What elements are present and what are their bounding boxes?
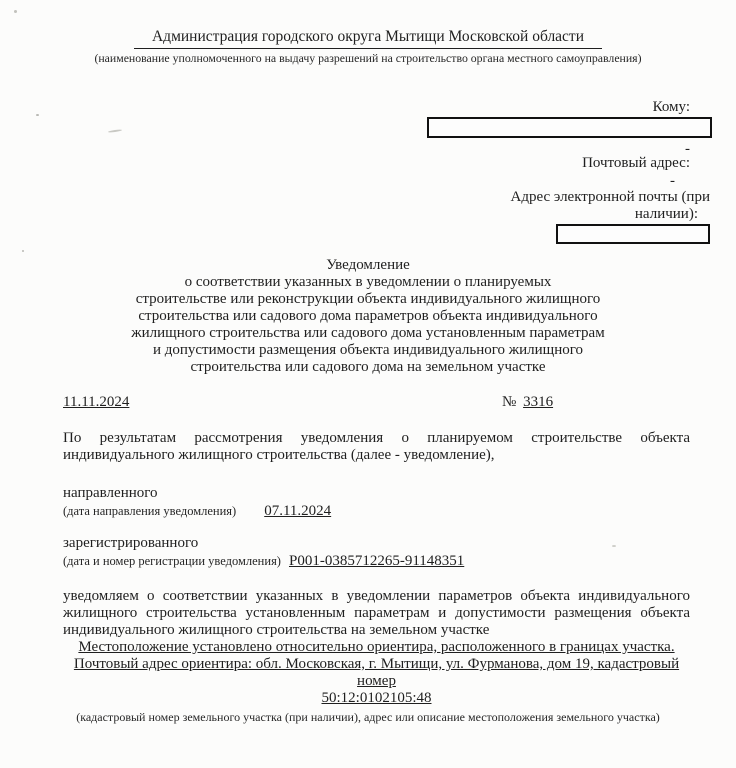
- scan-speck: [108, 129, 122, 133]
- date-number-row: [63, 394, 690, 412]
- cadastral-number: [63, 690, 690, 707]
- document-number-value: 3316: [523, 394, 554, 410]
- scan-speck: [36, 114, 39, 116]
- notice-title-line: Уведомление: [326, 257, 410, 273]
- notice-title: [0, 257, 736, 376]
- recipient-dash-placeholder-1: -: [685, 141, 690, 157]
- sent-date-row: [63, 503, 690, 520]
- sent-label: направленного: [63, 485, 158, 501]
- paragraph-line: По результатам рассмотрения уведомления о планируемом строительстве объекта: [63, 430, 690, 446]
- email-redacted-box: [556, 224, 710, 244]
- recipient-dash-placeholder-2: -: [670, 173, 675, 189]
- footer-caption: (кадастровый номер земельного участка (при наличии), адрес или описание местоположения земельного участка): [76, 710, 660, 724]
- notice-title-line: строительстве или реконструкции объекта индивидуального жилищного: [135, 291, 601, 307]
- registration-number-value: P001-0385712265-91148351: [288, 553, 465, 569]
- paragraph-compliance: [63, 588, 690, 639]
- notice-title-line: жилищного строительства или садового дома установленным параметрам: [131, 325, 605, 341]
- sent-date-value: 07.11.2024: [264, 503, 332, 519]
- number-sign: №: [502, 394, 517, 410]
- registered-label: зарегистрированного: [63, 535, 199, 551]
- cadastral-number-value: 50:12:0102105:48: [321, 690, 432, 706]
- paragraph-review-result: [63, 430, 690, 464]
- paragraph-line: уведомляем о соответствии указанных в уведомлении параметров объекта индивидуального: [63, 588, 690, 604]
- paragraph-line: индивидуального жилищного строительства на земельном участке: [63, 622, 490, 638]
- email-label-line1: Адрес электронной почты (при: [510, 189, 710, 205]
- scan-speck: [22, 250, 24, 252]
- registration-caption: (дата и номер регистрации уведомления): [63, 554, 281, 568]
- recipient-name-redacted-box: [427, 117, 712, 138]
- location-line: [63, 656, 690, 673]
- notice-title-line: и допустимости размещения объекта индивидуального жилищного: [152, 342, 584, 358]
- registration-row: [63, 553, 690, 570]
- location-text: номер: [357, 673, 396, 689]
- notice-title-line: строительства или садового дома на земельном участке: [190, 359, 546, 375]
- notice-title-line: строительства или садового дома параметров объекта индивидуального: [138, 308, 598, 324]
- location-text: Почтовый адрес ориентира: обл. Московская, г. Мытищи, ул. Фурманова, дом 19, кадастровый: [73, 656, 680, 672]
- postal-address-label: Почтовый адрес:: [582, 155, 690, 171]
- notice-title-line: о соответствии указанных в уведомлении о планируемых: [184, 274, 552, 290]
- location-line: [63, 639, 690, 656]
- email-label-line2: наличии):: [634, 206, 698, 222]
- org-name-caption: (наименование уполномоченного на выдачу разрешений на строительство органа местного самоуправления): [94, 51, 642, 65]
- org-name-title: [0, 28, 736, 49]
- paragraph-line: жилищного строительства установленным параметрам и допустимости размещения объекта: [63, 605, 690, 621]
- location-line: [63, 673, 690, 690]
- paragraph-line: индивидуального жилищного строительства (далее - уведомление),: [63, 447, 495, 463]
- org-name-text: Администрация городского округа Мытищи Московской области: [134, 28, 602, 49]
- document-date: 11.11.2024: [63, 394, 130, 410]
- sent-date-caption: (дата направления уведомления): [63, 504, 237, 518]
- scan-speck: [14, 10, 17, 13]
- recipient-to-label: Кому:: [652, 99, 690, 115]
- location-text: Местоположение установлено относительно ориентира, расположенного в границах участка.: [78, 639, 675, 655]
- document-number: [502, 394, 553, 411]
